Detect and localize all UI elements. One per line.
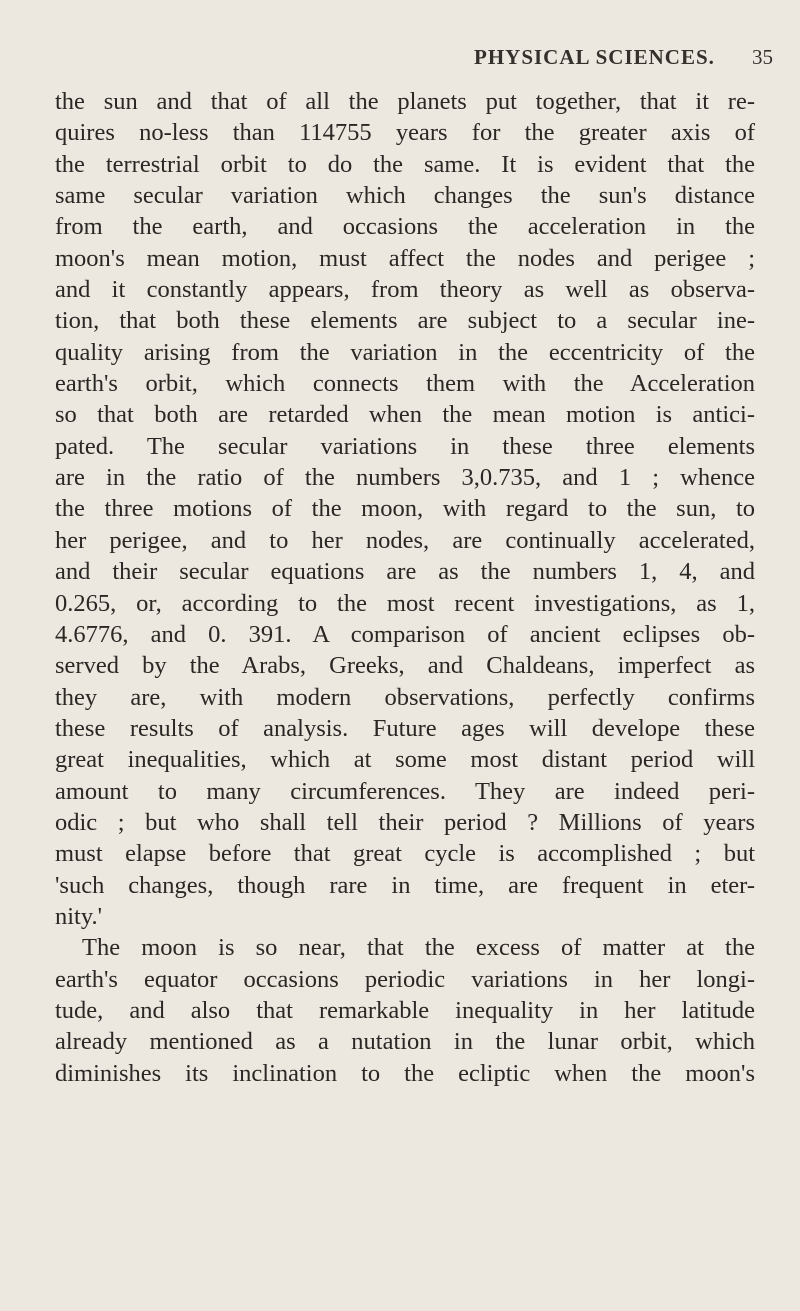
text-line: diminishes its inclination to the ecliptic when the moon's	[55, 1059, 755, 1087]
text-line: earth's equator occasions periodic variations in her longi-	[55, 965, 755, 993]
text-line: 4.6776, and 0. 391. A comparison of ancient eclipses ob-	[55, 620, 755, 648]
paragraph-2	[55, 932, 755, 1089]
text-line: the sun and that of all the planets put together, that it re-	[55, 88, 755, 115]
text-line: served by the Arabs, Greeks, and Chaldeans, imperfect as	[55, 652, 755, 680]
text-line: and it constantly appears, from theory as well as observa-	[55, 276, 755, 304]
text-line: quires no-less than 114755 years for the greater axis of	[55, 119, 755, 147]
text-line: tion, that both these elements are subject to a secular ine-	[55, 307, 755, 335]
text-line: pated. The secular variations in these three elements	[55, 432, 755, 460]
text-line: moon's mean motion, must affect the nodes and perigee ;	[55, 244, 755, 272]
text-line: must elapse before that great cycle is accomplished ; but	[55, 840, 755, 868]
text-line: 'such changes, though rare in time, are frequent in eter-	[55, 871, 755, 899]
text-line: from the earth, and occasions the acceleration in the	[55, 213, 755, 241]
text-line: quality arising from the variation in the eccentricity of the	[55, 338, 755, 366]
running-head	[0, 45, 800, 75]
text-line: nity.'	[55, 902, 103, 930]
running-head-title: PHYSICAL SCIENCES.	[474, 45, 715, 69]
text-line: same secular variation which changes the sun's distance	[55, 182, 755, 210]
text-line: already mentioned as a nutation in the lunar orbit, which	[55, 1028, 755, 1056]
text-line: these results of analysis. Future ages will develope these	[55, 714, 755, 742]
text-line: are in the ratio of the numbers 3,0.735, and 1 ; whence	[55, 464, 755, 492]
text-line: they are, with modern observations, perfectly confirms	[55, 683, 755, 711]
text-line: 0.265, or, according to the most recent investigations, as 1,	[55, 589, 755, 617]
text-line: amount to many circumferences. They are indeed peri-	[55, 777, 755, 805]
text-line: The moon is so near, that the excess of matter at the	[82, 934, 755, 962]
text-line: the terrestrial orbit to do the same. It is evident that the	[55, 150, 755, 178]
page-number: 35	[752, 45, 773, 69]
body-text	[55, 86, 755, 1089]
text-line: the three motions of the moon, with regard to the sun, to	[55, 495, 755, 523]
text-line: and their secular equations are as the numbers 1, 4, and	[55, 558, 755, 586]
text-line: odic ; but who shall tell their period ? Millions of years	[55, 808, 755, 836]
text-line: great inequalities, which at some most distant period will	[55, 746, 755, 774]
paragraph-1	[55, 86, 755, 932]
text-line: her perigee, and to her nodes, are continually accelerated,	[55, 526, 755, 554]
text-line: so that both are retarded when the mean motion is antici-	[55, 401, 755, 429]
text-line: tude, and also that remarkable inequality in her latitude	[55, 996, 755, 1024]
text-line: earth's orbit, which connects them with the Acceleration	[55, 370, 755, 398]
